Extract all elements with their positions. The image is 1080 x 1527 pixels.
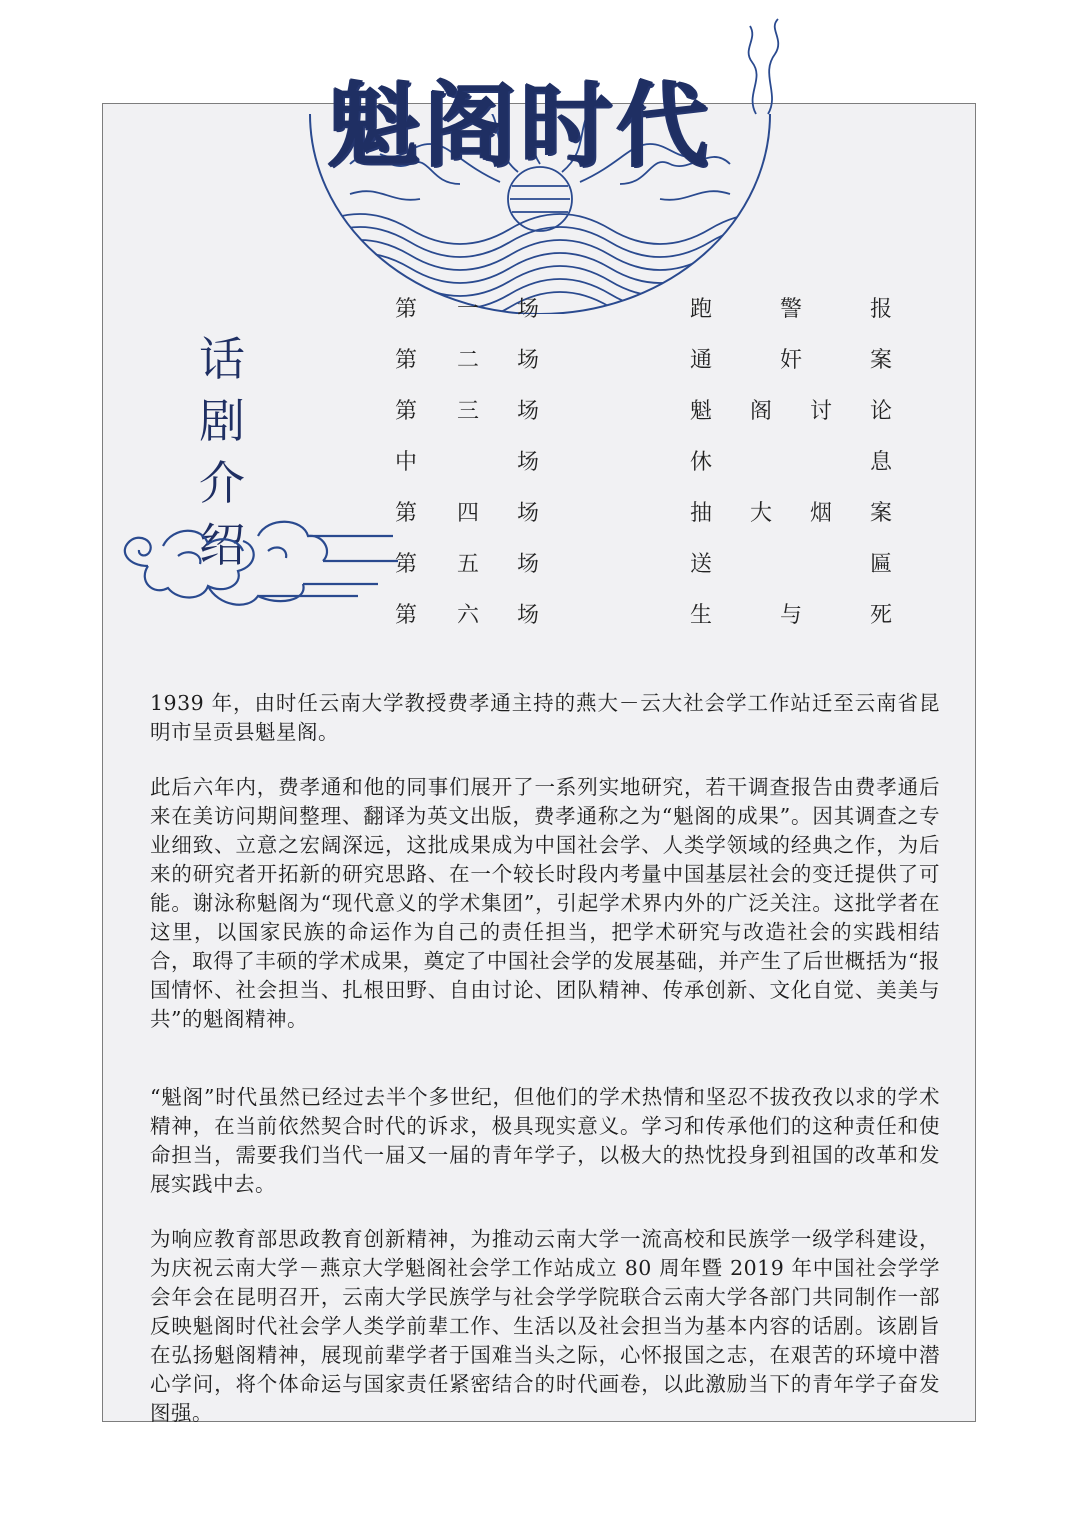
scene-num-char: 场: [517, 348, 540, 373]
scene-num-char: 场: [517, 552, 540, 577]
scene-num-char: 场: [517, 399, 540, 424]
scene-num-char: 五: [457, 552, 480, 577]
auspicious-cloud-icon: [108, 506, 398, 626]
intro-paragraph-4: 为响应教育部思政教育创新精神，为推动云南大学一流高校和民族学一级学科建设，为庆祝云南大学－燕京大学魁阁社会学工作站成立 80 周年暨 2019 年中国社会学学会年会在昆明召开，云南大学民族学与社会学学院联合云南大学各部门共同制作一部反映魁阁时代社会学人类学前辈工作、生活以及社会担当为基本内容的话剧。该剧旨在弘扬魁阁精神，展现前辈学者于国难当头之际，心怀报国之志，在艰苦的环境中潜心学问，将个体命运与国家责任紧密结合的时代画卷，以此激励当下的青年学子奋发图强。: [150, 1226, 940, 1425]
scene-num-char: 二: [457, 348, 480, 373]
scene-name-char: 跑: [690, 297, 713, 322]
page-title: 魁阁时代: [328, 72, 713, 179]
scene-row: [390, 445, 910, 496]
section-title-char: 剧: [199, 394, 245, 448]
scene-name-char: 案: [870, 501, 893, 526]
scene-num-char: 场: [517, 603, 540, 628]
scene-row: [390, 292, 910, 343]
scene-num-char: 中: [395, 450, 418, 475]
scene-name-char: 生: [690, 603, 713, 628]
intro-paragraph-2: 此后六年内，费孝通和他的同事们展开了一系列实地研究，若干调查报告由费孝通后来在美访问期间整理、翻译为英文出版，费孝通称之为“魁阁的成果”。因其调查之专业细致、立意之宏阔深远，这批成果成为中国社会学、人类学领域的经典之作，为后来的研究者开拓新的研究思路、在一个较长时段内考量中国基层社会的变迁提供了可能。谢泳称魁阁为“现代意义的学术集团”，引起学术界内外的广泛关注。这批学者在这里，以国家民族的命运作为自己的责任担当，把学术研究与改造社会的实践相结合，取得了丰硕的学术成果，奠定了中国社会学的发展基础，并产生了后世概括为“报国情怀、社会担当、扎根田野、自由讨论、团队精神、传承创新、文化自觉、美美与共”的魁阁精神。: [150, 774, 940, 1031]
scene-name-char: 警: [780, 297, 803, 322]
scene-name-char: 讨: [810, 399, 833, 424]
scene-name-char: 案: [870, 348, 893, 373]
scene-num-char: 第: [395, 603, 418, 628]
scene-name-char: 匾: [870, 552, 893, 577]
scene-num-char: 一: [457, 297, 480, 322]
scene-name-char: 息: [870, 450, 893, 475]
scene-num-char: 四: [457, 501, 480, 526]
scene-name-char: 与: [780, 603, 803, 628]
scene-name-char: 送: [690, 552, 713, 577]
scene-num-char: 三: [457, 399, 480, 424]
scene-name-char: 大: [750, 501, 773, 526]
scene-num-char: 场: [517, 297, 540, 322]
scene-name-char: 死: [870, 603, 893, 628]
scene-name-char: 阁: [750, 399, 773, 424]
scene-list: [390, 292, 910, 649]
scene-name-char: 通: [690, 348, 713, 373]
scene-row: [390, 343, 910, 394]
scene-row: [390, 496, 910, 547]
scene-num-char: 六: [457, 603, 480, 628]
scene-num-char: 场: [517, 501, 540, 526]
section-title-char: 话: [199, 332, 245, 386]
scene-name-char: 魁: [690, 399, 713, 424]
scene-num-char: 第: [395, 501, 418, 526]
scene-row: [390, 547, 910, 598]
section-title-char: 绍: [199, 518, 245, 572]
scene-name-char: 烟: [810, 501, 833, 526]
scene-name-char: 论: [870, 399, 893, 424]
scene-num-char: 第: [395, 297, 418, 322]
scene-num-char: 第: [395, 552, 418, 577]
scene-name-char: 抽: [690, 501, 713, 526]
scene-name-char: 报: [870, 297, 893, 322]
scene-name-char: 休: [690, 450, 713, 475]
scene-row: [390, 598, 910, 649]
scene-num-char: 场: [517, 450, 540, 475]
scene-num-char: 第: [395, 399, 418, 424]
intro-paragraph-1: 1939 年，由时任云南大学教授费孝通主持的燕大－云大社会学工作站迁至云南省昆明市呈贡县魁星阁。: [150, 690, 940, 744]
intro-paragraph-3: “魁阁”时代虽然已经过去半个多世纪，但他们的学术热情和坚忍不拔孜孜以求的学术精神，在当前依然契合时代的诉求，极具现实意义。学习和传承他们的这种责任和使命担当，需要我们当代一届又一届的青年学子，以极大的热忱投身到祖国的改革和发展实践中去。: [150, 1084, 940, 1196]
scene-name-char: 奸: [780, 348, 803, 373]
scene-row: [390, 394, 910, 445]
scene-num-char: 第: [395, 348, 418, 373]
section-title-char: 介: [199, 456, 245, 510]
